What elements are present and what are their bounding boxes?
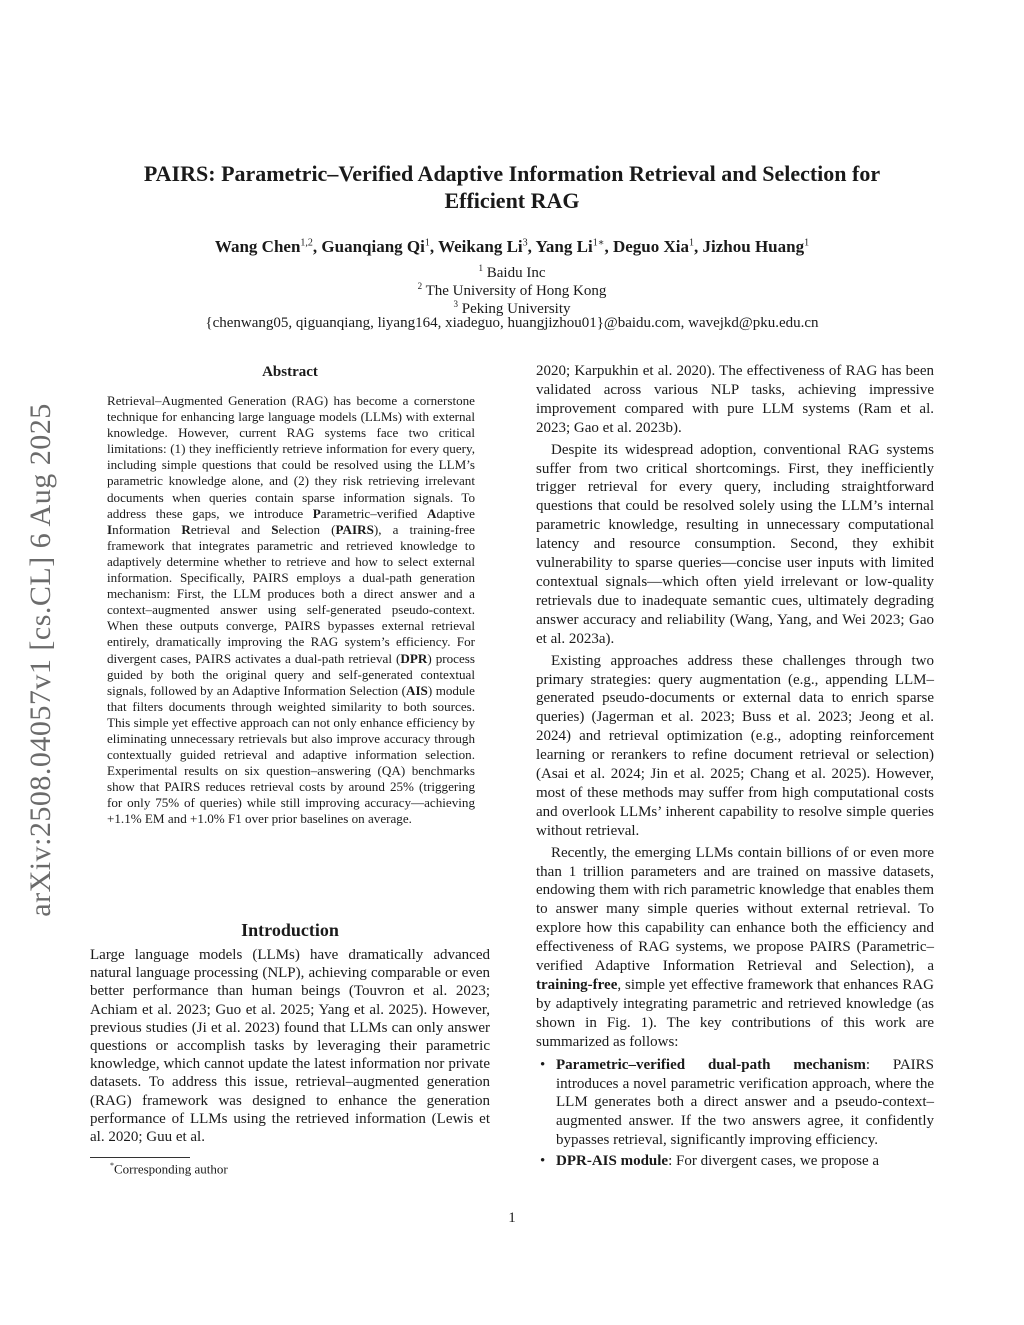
title-line-2: Efficient RAG (444, 188, 580, 213)
paragraph: Recently, the emerging LLMs contain billions of or even more than 1 trillion parameters and are trained on massive datasets, endowing them with rich parametric knowledge that enables them to answer many simple queries without external retrieval. To explore how this capability can enhance both the efficiency and effectiveness of RAG systems, we propose PAIRS (Parametric–verified Adaptive Information Retrieval and Selection), a training-free, simple yet effective framework that enhances RAG by adaptively integrating parametric and retrieved knowledge (as shown in Fig. 1). The key contributions of this work are summarized as follows: (536, 844, 934, 1050)
paper-title (110, 160, 914, 214)
abstract-body: Retrieval–Augmented Generation (RAG) has become a cornerstone technique for enhancing large language models (LLMs) with external knowledge. However, current RAG systems face two critical limitations: (1) they inefficiently retrieve information for every query, including simple questions that could be resolved using the LLM’s parametric knowledge alone, and (2) they risk retrieving irrelevant documents when queries contain sparse information signals. To address these gaps, we introduce Parametric–verified Adaptive Information Retrieval and Selection (PAIRS), a training-free framework that integrates parametric and retrieved knowledge to adaptively determine whether to retrieve and how to select external information. Specifically, PAIRS employs a dual-path generation mechanism: First, the LLM produces both a direct answer and a context–augmented answer using self-generated pseudo-context. When these outputs converge, PAIRS bypasses external retrieval entirely, dramatically improving the RAG system’s efficiency. For divergent cases, PAIRS activates a dual-path retrieval (DPR) process guided by both the original query and self-generated contextual signals, followed by an Adaptive Information Selection (AIS) module that filters documents through weighted similarity to both sources. This simple yet effective approach can not only enhance efficiency by eliminating unnecessary retrievals but also improve accuracy through contextually guided retrieval and adaptive information selection. Experimental results on six question–answering (QA) benchmarks show that PAIRS reduces retrieval costs by around 25% (triggering for only 75% of queries) while still improving accuracy—achieving +1.1% EM and +1.0% F1 over prior baselines on average. (107, 393, 475, 827)
contribution-list (536, 1056, 934, 1171)
list-item: • DPR-AIS module: For divergent cases, we propose a (540, 1153, 880, 1170)
author: Guanqiang Qi$^1$, (321, 236, 439, 256)
list-item: • Parametric–verified dual-path mechanism: PAIRS introduces a novel parametric verification approach, where the LLM generates both a direct answer and a pseudo-context–augmented answer. If the two answers agree, it confidently bypasses retrieval, significantly improving efficiency. (540, 1056, 934, 1149)
affiliation: $^2$ The University of Hong Kong (417, 281, 607, 299)
right-column (536, 362, 934, 1171)
author-list (110, 232, 914, 258)
author: Yang $Li^{1∗}$, (535, 236, 613, 256)
paragraph: 2020; Karpukhin et al. 2020). The effectiveness of RAG has been validated across various NLP tasks, achieving impressive improvement compared with pure LLM systems (Ram et al. 2023; Gao et al. 2023b). (536, 363, 934, 436)
paragraph: Despite its widespread adoption, conventional RAG systems suffer from two critical shortcomings. First, they inefficiently trigger retrieval for every query, including straightforward questions that could be resolved solely using the LLM’s internal parametric knowledge, resulting in unnecessary computational latency and resource consumption. Second, they exhibit vulnerability to sparse queries—concise user inputs with limited contextual signals—which often yield irrelevant or low-quality retrievals due to inadequate semantic cues, ultimately degrading answer accuracy and reliability (Wang, Yang, and Wei 2023; Gao et al. 2023a). (536, 441, 934, 647)
affiliation: $^3$ Peking University (453, 299, 571, 317)
page-number: 1 (508, 1210, 516, 1226)
author-emails: {chenwang05, qiguanqiang, liyang164, xiadeguo, huangjizhou01}@baidu.com, wavejkd@pku.edu.cn (205, 315, 819, 331)
author: Wang Chen$^{1,2}$, (214, 236, 322, 256)
arxiv-identifier-text: arXiv:2508.04057v1 [cs.CL] 6 Aug 2025 (24, 403, 57, 917)
title-line-1: PAIRS: Parametric–Verified Adaptive Information Retrieval and Selection for (143, 161, 881, 186)
author: Deguo Xia$^1$, (612, 236, 703, 256)
introduction-left-paragraph: Large language models (LLMs) have dramatically advanced natural language processing (NLP), achieving comparable or even better performance than human beings (Touvron et al. 2023; Achiam et al. 2023; Guo et al. 2025; Yang et al. 2025). However, previous studies (Ji et al. 2023) found that LLMs can only answer questions or accomplish tasks by leveraging their parametric knowledge, which cannot update the latest information nor private datasets. To address this issue, retrieval–augmented generation (RAG) framework was designed to enhance the generation performance of LLMs using the retrieved information (Lewis et al. 2020; Guu et al. (90, 947, 490, 1146)
affiliation: $^1$ Baidu Inc (478, 263, 546, 281)
bullet-icon: • (540, 1153, 546, 1170)
author: Jizhou Huang$^1$ (702, 236, 810, 256)
paragraph: Existing approaches address these challenges through two primary strategies: query augmentation (e.g., appending LLM–generated pseudo-documents or external data to enrich sparse queries) (Jagerman et al. 2023; Buss et al. 2023; Jeong et al. 2024) and retrieval optimization (e.g., adopting reinforcement learning or rerankers to refine document retrieval or selection) (Asai et al. 2024; Jin et al. 2025; Chang et al. 2025). However, most of these methods may suffer from high computational costs and overlook LLMs’ inherent capability to resolve simple queries without retrieval. (536, 652, 934, 839)
author: Weikang Li$^3$, (438, 236, 536, 256)
abstract-heading: Abstract (262, 364, 318, 380)
footnote-rule (90, 1157, 190, 1158)
footnote: *Corresponding author (110, 1161, 228, 1177)
introduction-heading: Introduction (241, 920, 339, 940)
bullet-icon: • (540, 1056, 546, 1073)
